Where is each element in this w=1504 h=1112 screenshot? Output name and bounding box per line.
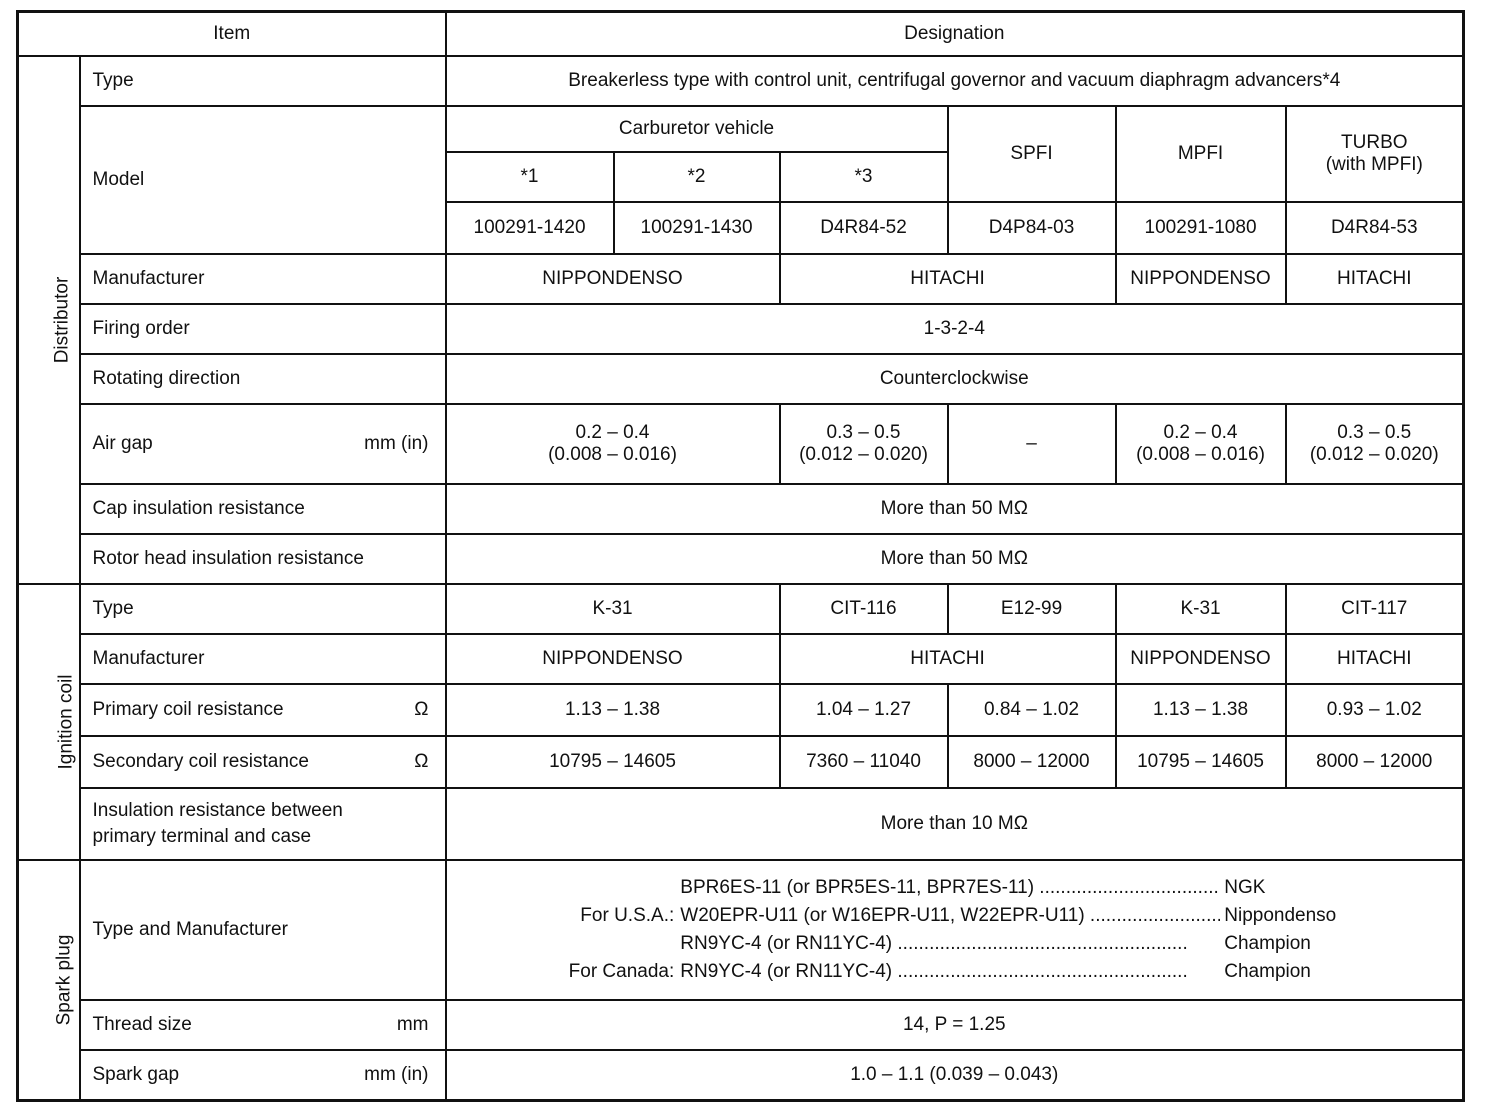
air-gap-value: – [948,404,1116,484]
air-gap-value: 0.2 – 0.4 (0.008 – 0.016) [1116,404,1286,484]
cap-insulation-value: More than 50 MΩ [446,484,1464,534]
secondary-resistance-row [18,736,1464,788]
header-designation: Designation [446,12,1464,57]
plug-entry: RN9YC-4 (or RN11YC-4) ..... Champion [544,930,1364,958]
coil-type-row [18,584,1464,634]
manufacturer-value: HITACHI [1286,254,1464,304]
spark-gap-unit: mm (in) [364,1063,429,1085]
ohm-unit: Ω [414,751,429,772]
firing-order-label: Firing order [80,304,446,354]
secondary-resistance-value: 8000 – 12000 [1286,736,1464,788]
turbo-header: TURBO (with MPFI) [1286,106,1464,202]
thread-size-row [18,1000,1464,1050]
variant-2: *2 [614,152,780,202]
secondary-resistance-label: Secondary coil resistance [92,751,309,772]
spark-gap-row [18,1050,1464,1100]
coil-type-value: CIT-116 [780,584,948,634]
manufacturer-value: NIPPONDENSO [446,254,780,304]
primary-resistance-value: 0.93 – 1.02 [1286,684,1464,736]
air-gap-label-cell [80,404,446,484]
primary-resistance-label-cell [80,684,446,736]
rotor-insulation-row [18,534,1464,584]
secondary-resistance-value: 10795 – 14605 [1116,736,1286,788]
plug-entry: For U.S.A.: W20EPR-U11 (or W16EPR-U11, W22EPR-U11) ..... Nippondenso [544,902,1364,930]
distributor-manufacturer-label: Manufacturer [80,254,446,304]
coil-type-value: E12-99 [948,584,1116,634]
coil-manufacturer-value: HITACHI [1286,634,1464,684]
primary-resistance-value: 1.13 – 1.38 [446,684,780,736]
plug-entry: For Canada: RN9YC-4 (or RN11YC-4) ..... Champion [544,958,1364,986]
thread-size-value: 14, P = 1.25 [446,1000,1464,1050]
secondary-resistance-value: 8000 – 12000 [948,736,1116,788]
coil-manufacturer-label: Manufacturer [80,634,446,684]
model-number: 100291-1420 [446,202,614,254]
coil-type-value: CIT-117 [1286,584,1464,634]
cap-insulation-label: Cap insulation resistance [80,484,446,534]
manufacturer-value: HITACHI [780,254,1116,304]
rotating-direction-value: Counterclockwise [446,354,1464,404]
coil-type-label: Type [80,584,446,634]
air-gap-value: 0.3 – 0.5 (0.012 – 0.020) [780,404,948,484]
rotating-direction-label: Rotating direction [80,354,446,404]
coil-manufacturer-value: NIPPONDENSO [446,634,780,684]
model-label: Model [80,106,446,254]
spec-table-wrapper [16,10,1465,1102]
model-number: D4P84-03 [948,202,1116,254]
model-number: 100291-1080 [1116,202,1286,254]
air-gap-label: Air gap [92,433,153,454]
thread-size-unit: mm [396,1014,429,1035]
secondary-resistance-value: 10795 – 14605 [446,736,780,788]
firing-order-value: 1-3-2-4 [446,304,1464,354]
coil-insulation-value: More than 10 MΩ [446,788,1464,860]
coil-type-value: K-31 [1116,584,1286,634]
manufacturer-value: NIPPONDENSO [1116,254,1286,304]
model-header-row [18,106,1464,152]
cap-insulation-row [18,484,1464,534]
distributor-type-value: Breakerless type with control unit, centrifugal governor and vacuum diaphragm advancers*4 [446,56,1464,106]
group-ignition-coil: Ignition coil [18,584,80,860]
group-distributor: Distributor [18,56,80,584]
distributor-type-label: Type [80,56,446,106]
coil-manufacturer-row [18,634,1464,684]
air-gap-value: 0.3 – 0.5 (0.012 – 0.020) [1286,404,1464,484]
spark-gap-value: 1.0 – 1.1 (0.039 – 0.043) [446,1050,1464,1100]
ohm-unit: Ω [414,699,429,720]
air-gap-value: 0.2 – 0.4 (0.008 – 0.016) [446,404,780,484]
coil-manufacturer-value: HITACHI [780,634,1116,684]
primary-resistance-value: 0.84 – 1.02 [948,684,1116,736]
model-number: D4R84-52 [780,202,948,254]
primary-resistance-value: 1.13 – 1.38 [1116,684,1286,736]
secondary-resistance-label-cell [80,736,446,788]
group-spark-plug: Spark plug [18,860,80,1100]
firing-order-row [18,304,1464,354]
primary-resistance-label: Primary coil resistance [92,699,284,720]
coil-manufacturer-value: NIPPONDENSO [1116,634,1286,684]
spfi-header: SPFI [948,106,1116,202]
header-item: Item [18,12,446,57]
variant-3: *3 [780,152,948,202]
spark-gap-label: Spark gap [92,1063,180,1085]
plug-type-row [18,860,1464,1000]
coil-type-value: K-31 [446,584,780,634]
rotor-insulation-value: More than 50 MΩ [446,534,1464,584]
variant-1: *1 [446,152,614,202]
thread-size-label: Thread size [92,1014,192,1035]
carburetor-vehicle-header: Carburetor vehicle [446,106,948,152]
header-row [18,12,1464,57]
model-number: 100291-1430 [614,202,780,254]
rotating-direction-row [18,354,1464,404]
spark-gap-label-cell [80,1050,446,1100]
primary-resistance-value: 1.04 – 1.27 [780,684,948,736]
plug-type-value [446,860,1464,1000]
coil-insulation-label: Insulation resistance between primary terminal and case [80,788,446,860]
primary-resistance-row [18,684,1464,736]
air-gap-unit: mm (in) [364,433,429,454]
plug-entry: BPR6ES-11 (or BPR5ES-11, BPR7ES-11) ..... NGK [544,874,1364,902]
model-number: D4R84-53 [1286,202,1464,254]
distributor-manufacturer-row [18,254,1464,304]
ignition-spec-table [16,10,1465,1102]
rotor-insulation-label: Rotor head insulation resistance [80,534,446,584]
distributor-type-row [18,56,1464,106]
plug-type-label: Type and Manufacturer [80,860,446,1000]
secondary-resistance-value: 7360 – 11040 [780,736,948,788]
coil-insulation-row [18,788,1464,860]
plug-list [544,874,1364,986]
air-gap-row [18,404,1464,484]
thread-size-label-cell [80,1000,446,1050]
mpfi-header: MPFI [1116,106,1286,202]
